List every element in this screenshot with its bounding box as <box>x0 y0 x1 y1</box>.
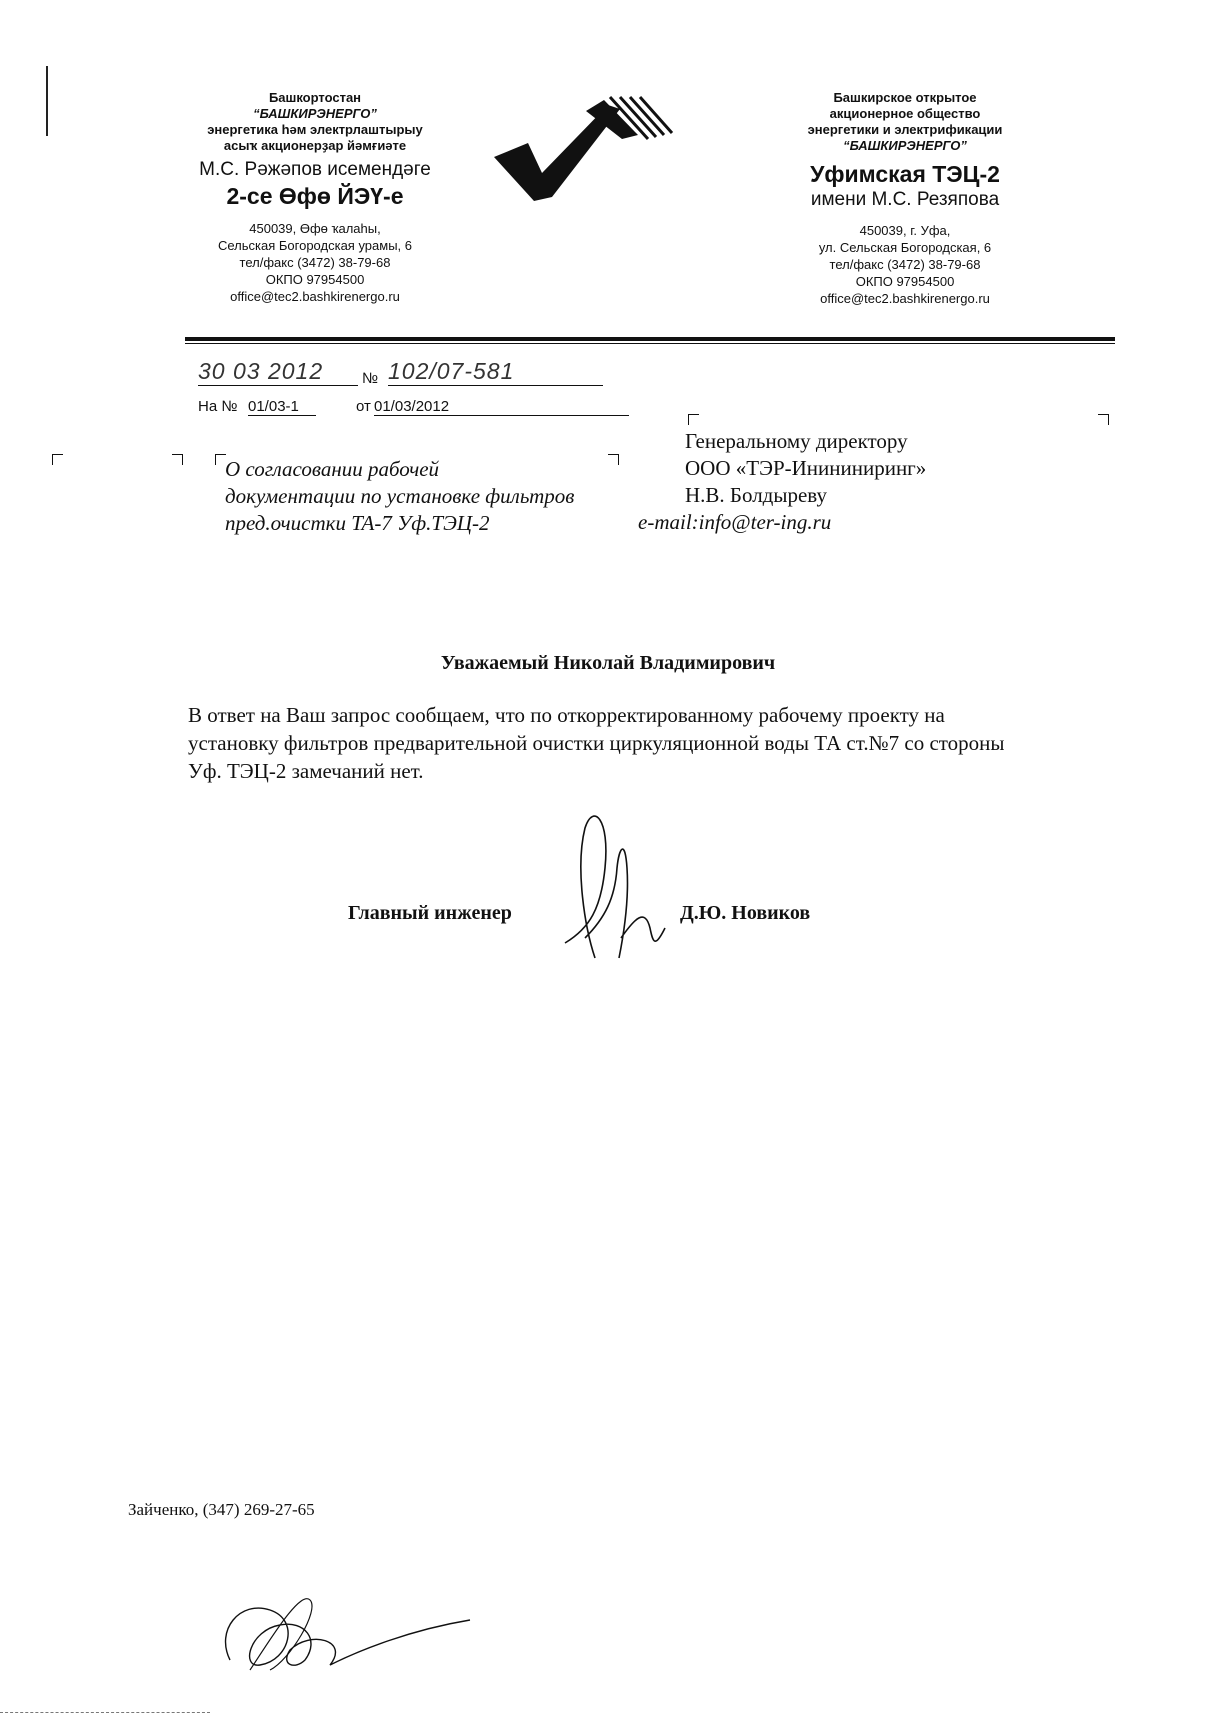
registration-number-label: № <box>362 370 379 387</box>
letterhead-right-org-line1: Башкирское открытое <box>833 90 977 105</box>
bashkirenergo-logo <box>490 95 690 205</box>
corner-mark <box>1098 414 1109 425</box>
letterhead-right-org-line2: акционерное общество <box>829 106 981 121</box>
letterhead-right-addr5: office@tec2.bashkirenergo.ru <box>820 291 990 306</box>
handwritten-mark <box>210 1570 490 1690</box>
letterhead-left-org-line4: асыҡ акционерҙар йәмғиәте <box>223 138 407 153</box>
letterhead-left-addr2: Сельская Богородская урамы, 6 <box>217 238 412 253</box>
reference-date: 01/03/2012 <box>374 398 629 416</box>
letterhead-left-org-line2: “БАШКИРЭНЕРГО” <box>253 106 377 121</box>
subject-line3: пред.очистки ТА-7 Уф.ТЭЦ-2 <box>225 511 490 535</box>
letterhead-right-addr4: ОКПО 97954500 <box>855 274 955 289</box>
addressee-line2: ООО «ТЭР-Инининиринг» <box>685 456 927 480</box>
registration-number: 102/07-581 <box>388 358 603 386</box>
executor-contact: Зайченко, (347) 269-27-65 <box>128 1500 315 1519</box>
letterhead-left-org-line3: энергетика hәм электрлаштырыу <box>207 122 423 137</box>
letterhead-left <box>160 90 470 305</box>
letterhead-right-address <box>770 222 1040 307</box>
letterhead-right-addr1: 450039, г. Уфа, <box>859 223 951 238</box>
addressee-line1: Генеральному директору <box>685 429 908 453</box>
signatory-name: Д.Ю. Новиков <box>680 902 811 924</box>
corner-mark <box>52 454 63 465</box>
salutation: Уважаемый Николай Владимирович <box>440 652 776 674</box>
letterhead-left-name-line: М.С. Рәжәпов исемендәге <box>199 159 431 180</box>
handwritten-signature <box>555 808 675 968</box>
letterhead-right-org-line3: энергетики и электрификации <box>807 122 1003 137</box>
letterhead-right-addr3: тел/факс (3472) 38-79-68 <box>829 257 981 272</box>
letter-subject <box>225 456 645 537</box>
subject-line2: документации по установке фильтров <box>225 484 575 508</box>
letterhead-right-org-line4: “БАШКИРЭНЕРГО” <box>843 138 967 153</box>
corner-mark <box>688 414 699 425</box>
addressee-line3: Н.В. Болдыреву <box>685 483 827 507</box>
corner-mark <box>172 454 183 465</box>
subject-line1: О согласовании рабочей <box>225 457 440 481</box>
letterhead-rule-thin <box>185 343 1115 344</box>
scan-edge-mark <box>46 66 48 136</box>
letterhead-left-addr1: 450039, Өфө ҡалаhы, <box>249 221 381 236</box>
reference-number: 01/03-1 <box>248 398 316 416</box>
signatory-title: Главный инженер <box>348 902 512 924</box>
reference-number-label: На № <box>198 398 238 415</box>
letterhead-left-addr3: тел/факс (3472) 38-79-68 <box>239 255 391 270</box>
letterhead-right-name-line: имени М.С. Резяпова <box>810 189 1000 210</box>
letterhead-left-addr4: ОКПО 97954500 <box>265 272 365 287</box>
addressee-block <box>638 428 1085 536</box>
letterhead-left-plant: 2-се Өфө ЙЭҮ-е <box>226 183 404 209</box>
body-line2: установку фильтров предварительной очистки циркуляционной воды ТА ст.№7 со стороны <box>188 731 1005 755</box>
body-line1: В ответ на Ваш запрос сообщаем, что по откорректированному рабочему проекту на <box>188 703 945 727</box>
letterhead-right-plant: Уфимская ТЭЦ-2 <box>810 161 1000 187</box>
letterhead-rule-thick <box>185 337 1115 341</box>
addressee-email: e-mail:info@ter-ing.ru <box>638 510 832 534</box>
letter-body <box>188 701 1108 785</box>
registration-date: 30 03 2012 <box>198 358 358 386</box>
bottom-rule <box>0 1712 210 1713</box>
letterhead-right <box>770 90 1040 307</box>
letterhead-left-org-line1: Башкортостан <box>268 90 362 105</box>
reference-date-label: от <box>356 398 371 415</box>
letterhead-left-address <box>160 220 470 305</box>
letterhead-left-addr5: office@tec2.bashkirenergo.ru <box>230 289 400 304</box>
body-line3: Уф. ТЭЦ-2 замечаний нет. <box>188 759 424 783</box>
letterhead-right-addr2: ул. Сельская Богородская, 6 <box>818 240 992 255</box>
